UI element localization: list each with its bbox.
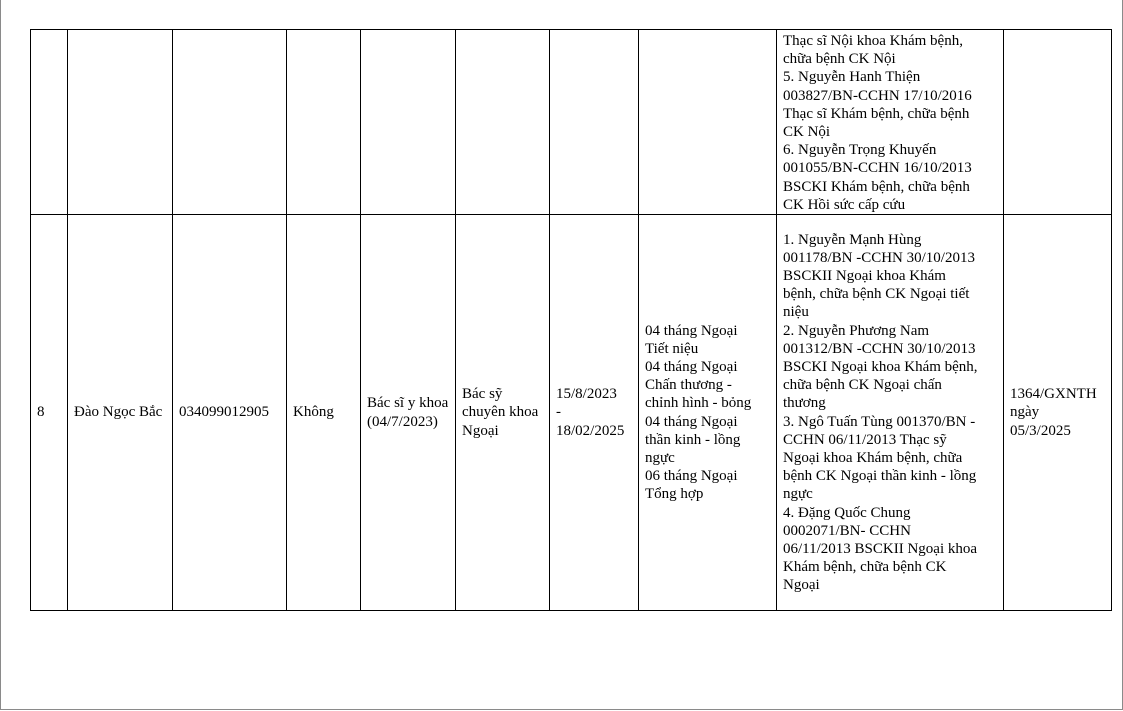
staff-line: ngực bbox=[783, 486, 813, 503]
staff-cell bbox=[777, 215, 1004, 611]
staff-line: Ngoại khoa Khám bệnh, chữa bbox=[783, 449, 963, 466]
id-number-cell bbox=[173, 30, 287, 215]
name-cell: Đào Ngọc Bắc bbox=[68, 215, 173, 611]
staff-line: Thạc sĩ Khám bệnh, chữa bệnh bbox=[783, 105, 970, 122]
stt-cell bbox=[31, 30, 68, 215]
staff-line: 6. Nguyễn Trọng Khuyến bbox=[783, 142, 937, 159]
content-line: Chấn thương - bbox=[645, 377, 732, 394]
staff-line: CK Nội bbox=[783, 124, 831, 141]
content-line: 04 tháng Ngoại bbox=[645, 322, 738, 339]
period-cell bbox=[550, 30, 639, 215]
table-row bbox=[31, 215, 1112, 611]
staff-line: 003827/BN-CCHN 17/10/2016 bbox=[783, 87, 972, 104]
content-cell bbox=[639, 215, 777, 611]
table-row bbox=[31, 30, 1112, 215]
stt-cell: 8 bbox=[31, 215, 68, 611]
name-cell bbox=[68, 30, 173, 215]
period-cell bbox=[550, 215, 639, 611]
content-line: ngực bbox=[645, 449, 675, 466]
period-start: 15/8/2023 bbox=[556, 386, 617, 403]
staff-cell bbox=[777, 30, 1004, 215]
staff-line: 001312/BN -CCHN 30/10/2013 bbox=[783, 340, 976, 357]
certificate-line: ngày bbox=[1010, 404, 1040, 421]
id-number-cell: 034099012905 bbox=[173, 215, 287, 611]
degree-cell bbox=[361, 30, 456, 215]
staff-line: 001055/BN-CCHN 16/10/2013 bbox=[783, 160, 972, 177]
staff-line: bệnh CK Ngoại thần kinh - lồng bbox=[783, 468, 977, 485]
certificate-line: 1364/GXNTH bbox=[1010, 386, 1097, 403]
content-line: Tiết niệu bbox=[645, 340, 699, 357]
period-separator: - bbox=[556, 404, 561, 421]
content-line: thần kinh - lồng bbox=[645, 431, 741, 448]
other-cell: Không bbox=[287, 215, 361, 611]
content-cell bbox=[639, 30, 777, 215]
staff-line: 06/11/2013 BSCKII Ngoại khoa bbox=[783, 540, 978, 557]
position-cell: Bác sỹ chuyên khoa Ngoại bbox=[456, 215, 550, 611]
staff-line: BSCKI Ngoại khoa Khám bệnh, bbox=[783, 358, 978, 375]
staff-line: Thạc sĩ Nội khoa Khám bệnh, bbox=[783, 33, 963, 49]
staff-line: 2. Nguyễn Phương Nam bbox=[783, 322, 930, 339]
content-line: 04 tháng Ngoại bbox=[645, 358, 738, 375]
staff-line: BSCKI Khám bệnh, chữa bệnh bbox=[783, 178, 970, 195]
staff-line: 3. Ngô Tuấn Tùng 001370/BN - bbox=[783, 413, 976, 430]
content-line: 04 tháng Ngoại bbox=[645, 413, 738, 430]
staff-line: BSCKII Ngoại khoa Khám bbox=[783, 267, 946, 284]
staff-line: thương bbox=[783, 395, 826, 412]
period-end: 18/02/2025 bbox=[556, 422, 625, 439]
staff-line: chữa bệnh CK Ngoại chấn bbox=[783, 377, 942, 394]
position-cell bbox=[456, 30, 550, 215]
staff-line: CCHN 06/11/2013 Thạc sỹ bbox=[783, 431, 947, 448]
other-cell bbox=[287, 30, 361, 215]
practice-table bbox=[30, 29, 1112, 611]
staff-line: CK Hồi sức cấp cứu bbox=[783, 196, 906, 213]
staff-line: 5. Nguyễn Hanh Thiện bbox=[783, 69, 921, 86]
degree-cell: Bác sĩ y khoa (04/7/2023) bbox=[361, 215, 456, 611]
certificate-cell bbox=[1004, 215, 1112, 611]
staff-line: 4. Đặng Quốc Chung bbox=[783, 504, 911, 521]
staff-line: 1. Nguyễn Mạnh Hùng bbox=[783, 231, 922, 248]
content-line: Tổng hợp bbox=[645, 486, 704, 503]
staff-line: chữa bệnh CK Nội bbox=[783, 51, 896, 68]
staff-line: niệu bbox=[783, 304, 809, 321]
staff-line: 0002071/BN- CCHN bbox=[783, 522, 911, 539]
staff-line: Ngoại bbox=[783, 577, 820, 594]
content-line: 06 tháng Ngoại bbox=[645, 468, 738, 485]
content-line: chỉnh hình - bỏng bbox=[645, 395, 752, 412]
certificate-cell bbox=[1004, 30, 1112, 215]
staff-line: 001178/BN -CCHN 30/10/2013 bbox=[783, 249, 975, 266]
staff-line: bệnh, chữa bệnh CK Ngoại tiết bbox=[783, 286, 970, 303]
certificate-line: 05/3/2025 bbox=[1010, 422, 1071, 439]
staff-line: Khám bệnh, chữa bệnh CK bbox=[783, 559, 947, 576]
